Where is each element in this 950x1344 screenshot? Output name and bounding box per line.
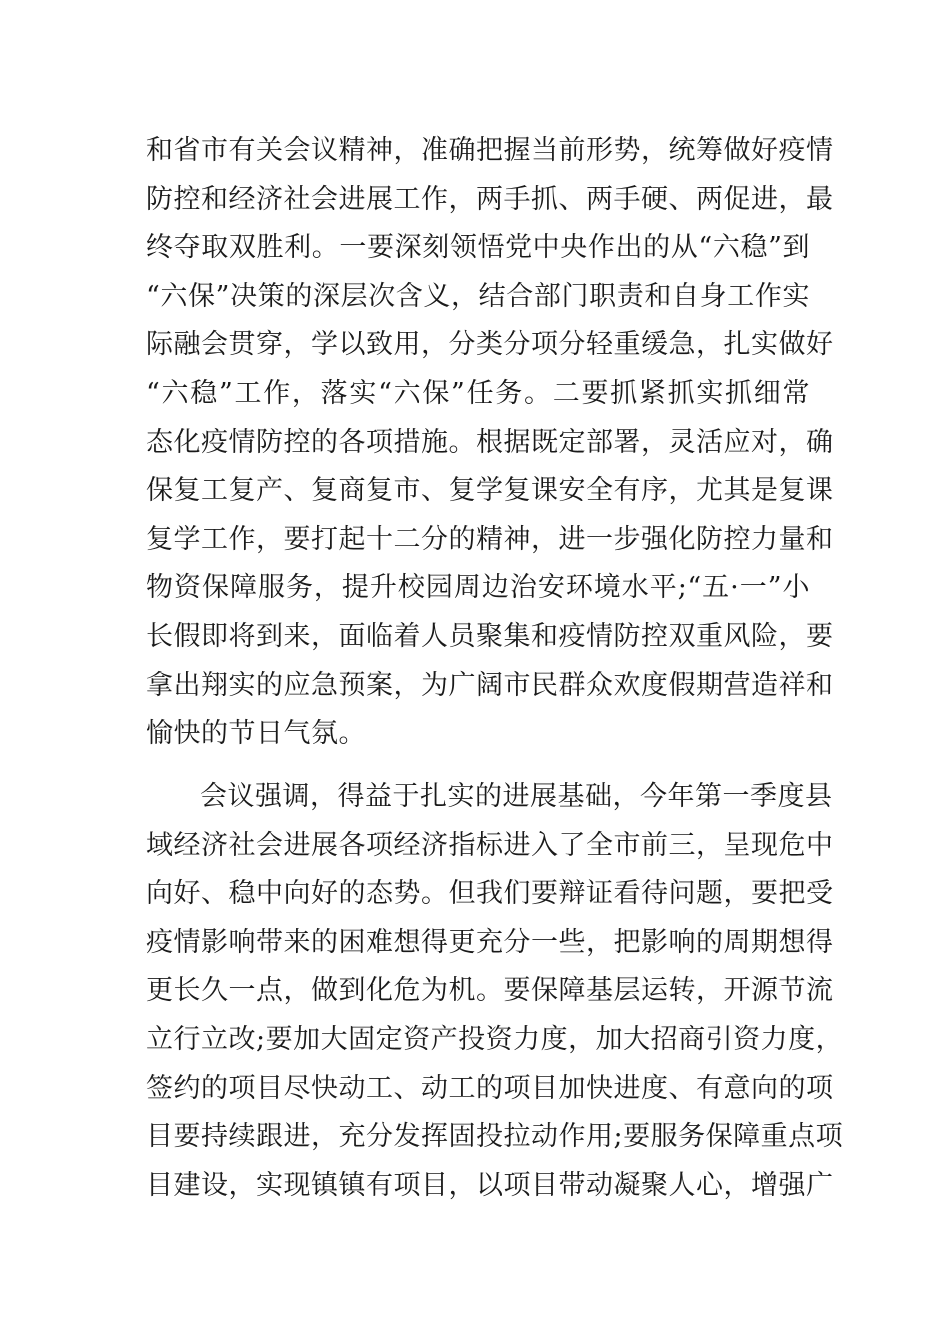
text-line: 愉快的节日气氛。 — [146, 718, 366, 750]
text-line: 保复工复产、复商复市、复学复课安全有序，尤其是复课 — [146, 475, 834, 507]
text-line: 态化疫情防控的各项措施。根据既定部署，灵活应对，确 — [146, 426, 834, 458]
text-line: 长假即将到来，面临着人员聚集和疫情防控双重风险，要 — [146, 620, 834, 652]
paragraph-1 — [146, 127, 834, 759]
text-line: 域经济社会进展各项经济指标进入了全市前三，呈现危中 — [146, 829, 834, 861]
text-line: 签约的项目尽快动工、动工的项目加快进度、有意向的项 — [146, 1072, 834, 1104]
text-line: 疫情影响带来的困难想得更充分一些，把影响的周期想得 — [146, 926, 834, 958]
text-line: 目建设，实现镇镇有项目，以项目带动凝聚人心，增强广 — [146, 1169, 834, 1201]
paragraph-2 — [146, 773, 844, 1210]
text-line: 终夺取双胜利。一要深刻领悟党中央作出的从“六稳”到 — [146, 232, 810, 264]
text-line: “六稳”工作，落实“六保”任务。二要抓紧抓实抓细常 — [146, 377, 810, 409]
text-line: 更长久一点，做到化危为机。要保障基层运转，开源节流 — [146, 975, 834, 1007]
text-line: 立行立改;要加大固定资产投资力度，加大招商引资力度， — [146, 1023, 844, 1055]
text-line: 和省市有关会议精神，准确把握当前形势，统筹做好疫情 — [146, 135, 834, 166]
text-line: 拿出翔实的应急预案，为广阔市民群众欢度假期营造祥和 — [146, 669, 834, 701]
text-line: 复学工作，要打起十二分的精神，进一步强化防控力量和 — [146, 523, 834, 555]
text-line: 际融会贯穿，学以致用，分类分项分轻重缓急，扎实做好 — [146, 329, 834, 361]
text-line: “六保”决策的深层次含义，结合部门职责和自身工作实 — [146, 280, 810, 312]
text-line: 防控和经济社会进展工作，两手抓、两手硬、两促进，最 — [146, 183, 834, 215]
text-line: 向好、稳中向好的态势。但我们要辩证看待问题，要把受 — [146, 878, 834, 910]
text-line: 目要持续跟进，充分发挥固投拉动作用;要服务保障重点项 — [146, 1121, 844, 1153]
text-line: 物资保障服务，提升校园周边治安环境水平;“五·一”小 — [146, 572, 810, 604]
text-line: 会议强调，得益于扎实的进展基础，今年第一季度县 — [200, 781, 833, 812]
